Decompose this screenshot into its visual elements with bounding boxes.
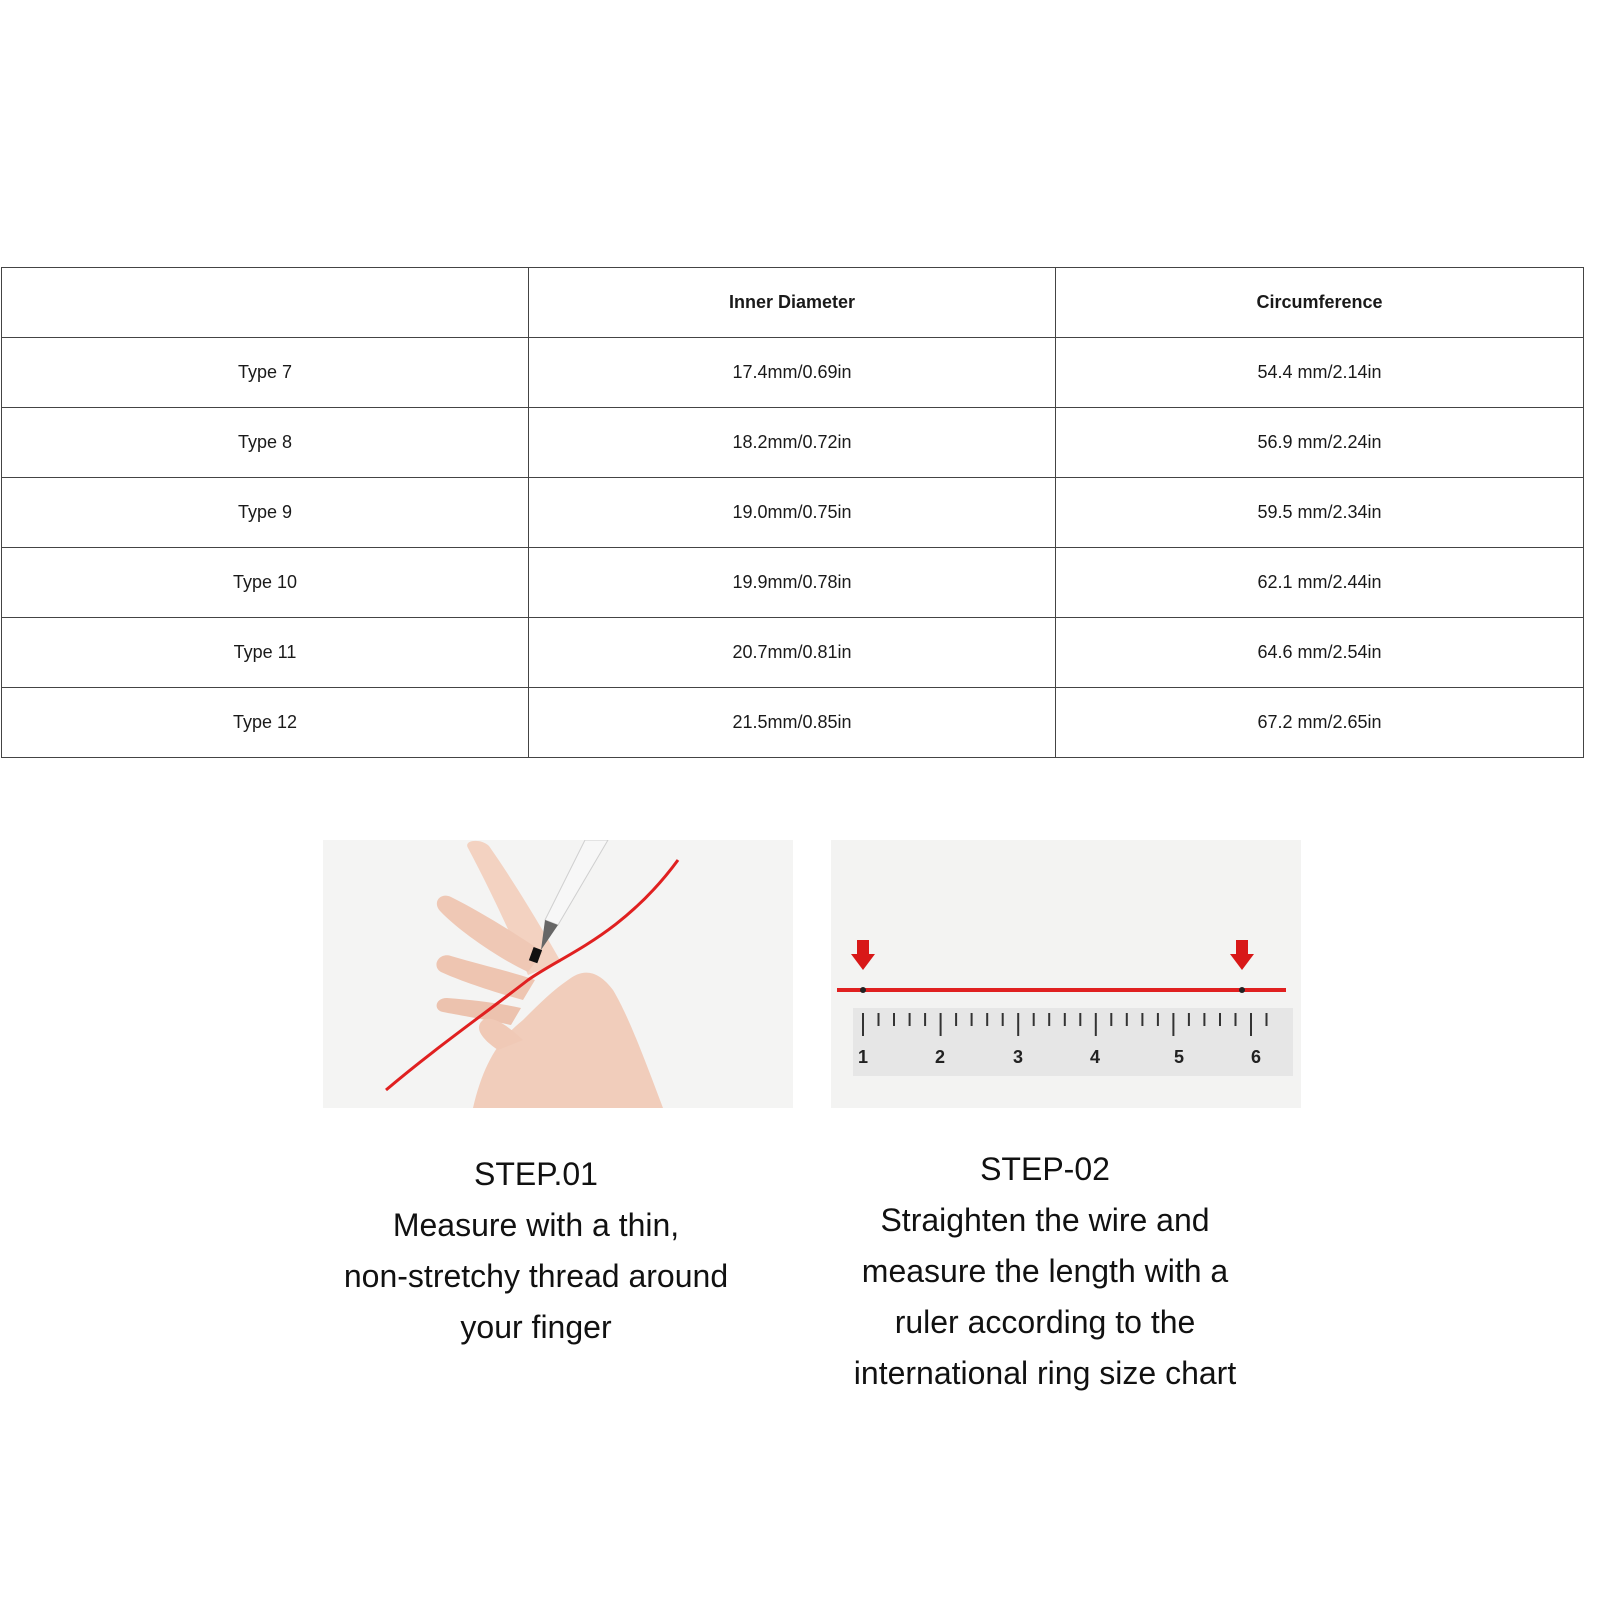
header-inner-diameter: Inner Diameter: [529, 268, 1056, 338]
table-header-row: [2, 268, 1584, 338]
cell-inner-diameter: 17.4mm/0.69in: [529, 338, 1056, 408]
cell-type: Type 7: [2, 338, 529, 408]
ruler-number: 5: [1173, 1047, 1185, 1067]
step-2-line: ruler according to the: [894, 1304, 1196, 1340]
cell-circumference: 64.6 mm/2.54in: [1056, 618, 1584, 688]
step-1-title: STEP.01: [474, 1156, 598, 1192]
cell-circumference: 59.5 mm/2.34in: [1056, 478, 1584, 548]
table-row: [2, 478, 1584, 548]
cell-inner-diameter: 19.0mm/0.75in: [529, 478, 1056, 548]
header-circumference: Circumference: [1056, 268, 1584, 338]
cell-circumference: 54.4 mm/2.14in: [1056, 338, 1584, 408]
ruler-number: 3: [1012, 1047, 1024, 1067]
table-row: [2, 688, 1584, 758]
ruler-image: [831, 840, 1301, 1108]
ruler-wire-illustration: [831, 840, 1301, 1108]
ring-size-table: [1, 267, 1584, 758]
hand-thread-illustration: [323, 840, 793, 1108]
table-row: [2, 548, 1584, 618]
cell-inner-diameter: 19.9mm/0.78in: [529, 548, 1056, 618]
cell-circumference: 67.2 mm/2.65in: [1056, 688, 1584, 758]
ruler-number: 4: [1089, 1047, 1101, 1067]
table-row: [2, 408, 1584, 478]
cell-type: Type 11: [2, 618, 529, 688]
cell-inner-diameter: 18.2mm/0.72in: [529, 408, 1056, 478]
step-1-line: non-stretchy thread around: [343, 1258, 729, 1294]
ruler-number: 1: [857, 1047, 869, 1067]
step-2-instructions: [800, 1144, 1290, 1399]
ruler-number: 6: [1250, 1047, 1262, 1067]
cell-circumference: 56.9 mm/2.24in: [1056, 408, 1584, 478]
step-2-line: measure the length with a: [861, 1253, 1229, 1289]
cell-type: Type 9: [2, 478, 529, 548]
cell-circumference: 62.1 mm/2.44in: [1056, 548, 1584, 618]
step-1-instructions: [296, 1149, 776, 1353]
cell-type: Type 10: [2, 548, 529, 618]
step-1-line: Measure with a thin,: [392, 1207, 680, 1243]
cell-inner-diameter: 21.5mm/0.85in: [529, 688, 1056, 758]
step-2-line: Straighten the wire and: [880, 1202, 1210, 1238]
step-2-title: STEP-02: [980, 1151, 1110, 1187]
cell-inner-diameter: 20.7mm/0.81in: [529, 618, 1056, 688]
table-row: [2, 338, 1584, 408]
header-type: [2, 268, 529, 338]
step-1-line: your finger: [460, 1309, 612, 1345]
ruler-number: 2: [934, 1047, 946, 1067]
table-row: [2, 618, 1584, 688]
cell-type: Type 8: [2, 408, 529, 478]
cell-type: Type 12: [2, 688, 529, 758]
step-2-line: international ring size chart: [853, 1355, 1237, 1391]
hand-thread-image: [323, 840, 793, 1108]
ruler-body: [853, 1008, 1293, 1076]
